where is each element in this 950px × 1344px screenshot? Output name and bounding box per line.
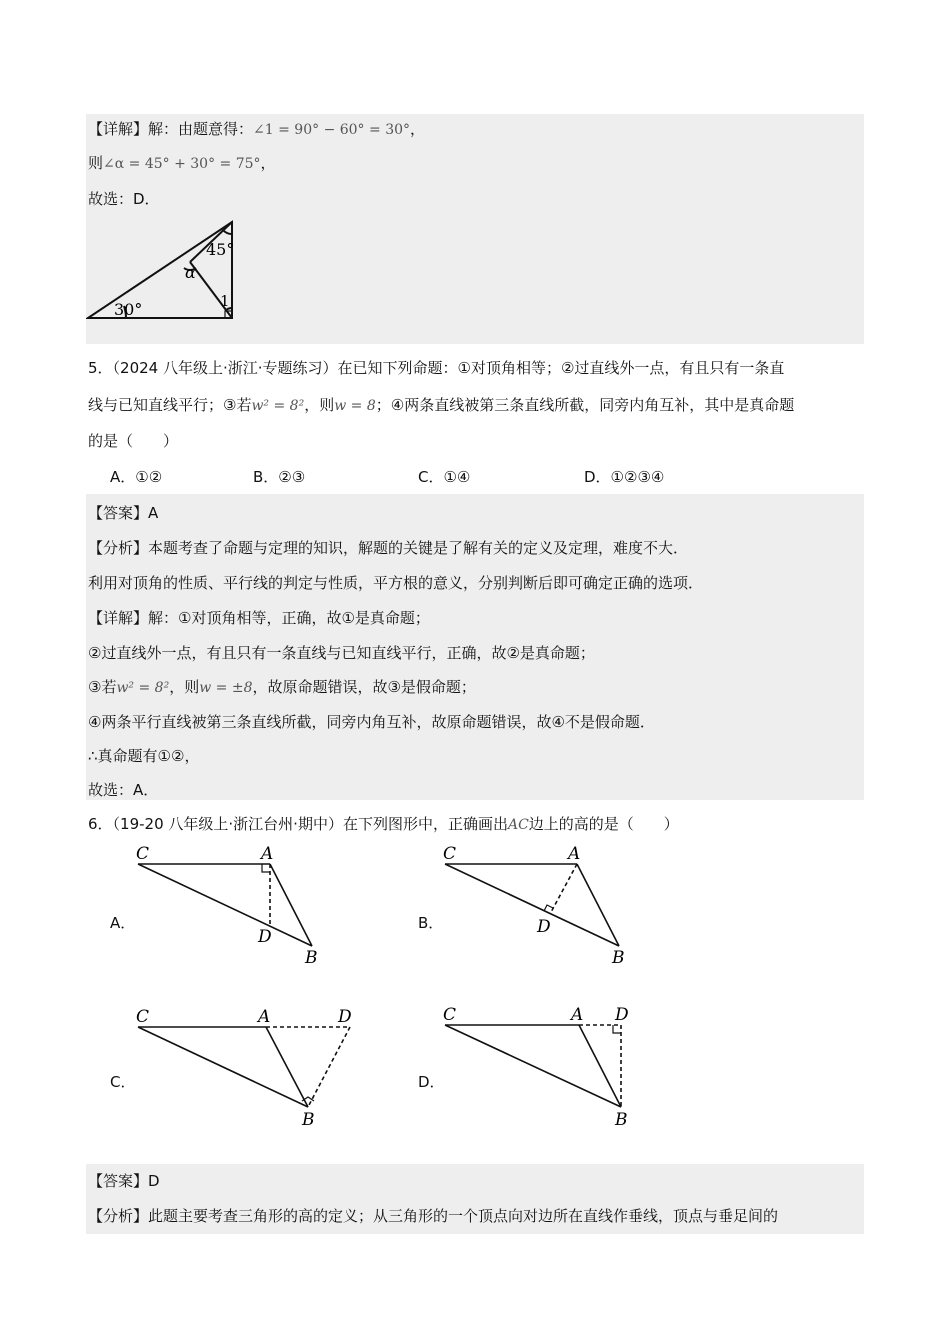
detail5-line-1 [88, 607, 430, 629]
q5-option-b[interactable]: B．②③ [253, 468, 306, 486]
q5-text-2b: ，则 [304, 396, 335, 414]
side-cb [138, 864, 312, 946]
answer-value: D [148, 1172, 160, 1190]
angle1-equation: ∠1 = 90° − 60° = 30° [253, 122, 411, 138]
q5-line-1 [88, 357, 784, 379]
q5-text-1: （2024 八年级上·浙江·专题练习）在已知下列命题：①对顶角相等；②过直线外一点，有且只有一条直 [112, 359, 785, 377]
side-ab [577, 864, 619, 946]
answer-label: 【答案】 [88, 1172, 149, 1190]
q6-option-b[interactable]: B． [418, 914, 444, 932]
right-angle-mark [262, 864, 270, 872]
q5-option-d[interactable]: D．①②③④ [584, 468, 665, 486]
punct: ， [410, 120, 426, 138]
detail-text: 解：由题意得： [148, 120, 254, 138]
detail-label: 【详解】 [88, 609, 149, 627]
detail5-line-3 [88, 676, 476, 699]
vertex-d: D [338, 1007, 352, 1027]
vertex-a: A [568, 844, 581, 864]
vertex-b: B [615, 1110, 628, 1130]
q6-text-a: （19-20 八年级上·浙江台州·期中）在下列图形中，正确画出 [112, 815, 508, 833]
q6-option-c[interactable]: C． [110, 1073, 136, 1091]
vertex-a: A [258, 1007, 271, 1027]
q6-line-1 [88, 813, 679, 836]
right-angle-mark [613, 1025, 621, 1033]
analysis-label: 【分析】 [88, 539, 149, 557]
side-cb [445, 1025, 621, 1107]
detail-line-1 [88, 118, 425, 141]
segment-bd [308, 1027, 350, 1107]
q5-option-a[interactable]: A．①② [110, 468, 163, 486]
side-ab [579, 1025, 621, 1107]
analysis-text: 本题考查了命题与定理的知识，解题的关键是了解有关的定义及定理，难度不大． [148, 539, 689, 557]
vertex-c: C [136, 1007, 150, 1027]
side-cb [445, 864, 619, 946]
vertex-b: B [302, 1110, 315, 1130]
q5-option-c[interactable]: C．①④ [418, 468, 471, 486]
label-30: 30° [114, 300, 143, 319]
q6-text-b: 边上的高的是（ ） [528, 815, 679, 833]
answer6-line [88, 1170, 160, 1192]
detail-label: 【详解】 [88, 120, 149, 138]
q5-line-3: 的是（ ） [88, 432, 179, 450]
q5-line-2 [88, 394, 794, 417]
q6-number: 6． [88, 815, 113, 833]
detail5-line-5: ∴真命题有①②， [88, 747, 200, 765]
q5-text-2a: 线与已知直线平行；③若 [88, 396, 252, 414]
label-45: 45° [206, 240, 235, 259]
detail5-line-4: ④两条平行直线被第三条直线所截，同旁内角互补，故原命题错误，故④不是假命题． [88, 713, 655, 731]
label-1: 1 [220, 292, 230, 310]
figure-c[interactable] [130, 1005, 360, 1130]
vertex-d: D [258, 927, 272, 947]
detail-line-3: 故选：D． [88, 190, 160, 208]
vertex-a: A [571, 1005, 584, 1025]
answer5-line [88, 502, 158, 524]
q5-text-2c: ；④两条直线被第三条直线所截，同旁内角互补，其中是真命题 [375, 396, 795, 414]
analysis6-line [88, 1205, 778, 1227]
alpha-equation: ∠α = 45° + 30° = 75° [103, 156, 261, 172]
side-cb [138, 1027, 308, 1107]
detail-math-1: w² = 8² [116, 680, 170, 696]
punct: ， [260, 154, 276, 172]
side-ab [266, 1027, 308, 1107]
vertex-c: C [443, 844, 457, 864]
vertex-c: C [136, 844, 150, 864]
q5-math-2: w = 8 [334, 398, 376, 414]
q6-option-d[interactable]: D． [418, 1073, 445, 1091]
detail-text: 解：①对顶角相等，正确，故①是真命题； [148, 609, 430, 627]
arc-45 [223, 230, 232, 234]
detail-line-2 [88, 152, 276, 175]
answer-value: A [148, 504, 159, 522]
detail5-line-2: ②过直线外一点，有且只有一条直线与已知直线平行，正确，故②是真命题； [88, 644, 595, 662]
detail-text: ，故原命题错误，故③是假命题； [252, 678, 476, 696]
vertex-b: B [305, 948, 318, 967]
analysis-label: 【分析】 [88, 1207, 149, 1225]
then-text: 则 [88, 154, 104, 172]
answer-label: 【答案】 [88, 504, 149, 522]
outer-triangle [88, 222, 235, 318]
vertex-c: C [443, 1005, 457, 1025]
detail-text: ，则 [169, 678, 200, 696]
label-alpha: α [185, 263, 196, 282]
q5-math-1: w² = 8² [251, 398, 305, 414]
detail-text: ③若 [88, 678, 117, 696]
analysis-text: 此题主要考查三角形的高的定义；从三角形的一个顶点向对边所在直线作垂线，顶点与垂足间的 [148, 1207, 779, 1225]
height-ad [550, 864, 577, 914]
q6-option-a[interactable]: A． [110, 914, 136, 932]
side-ab [270, 864, 312, 946]
analysis5-line-2: 利用对顶角的性质、平行线的判定与性质，平方根的意义，分别判断后即可确定正确的选项． [88, 574, 704, 592]
q6-math-ac: AC [507, 817, 529, 833]
analysis5-line-1 [88, 537, 688, 559]
vertex-a: A [261, 844, 274, 864]
vertex-b: B [612, 948, 625, 967]
detail-math-2: w = ±8 [199, 680, 253, 696]
figure-a[interactable] [130, 842, 330, 967]
vertex-d: D [537, 917, 551, 937]
detail5-line-6: 故选：A． [88, 781, 159, 799]
q5-number: 5． [88, 359, 113, 377]
vertex-d: D [615, 1005, 629, 1025]
set-square-figure [86, 218, 236, 322]
figure-b[interactable] [437, 842, 637, 967]
figure-d[interactable] [437, 1003, 647, 1130]
